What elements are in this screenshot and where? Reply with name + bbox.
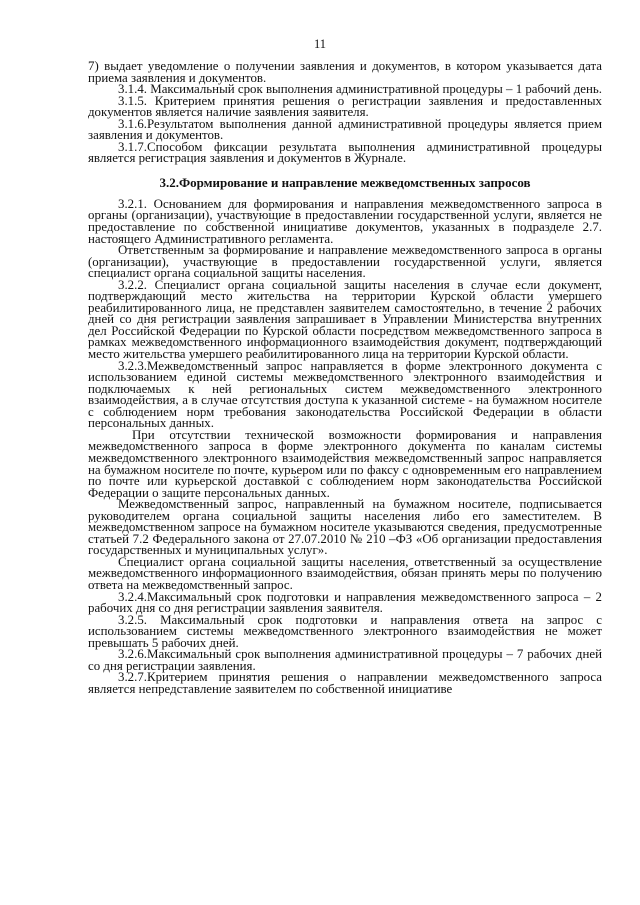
list-item-7: 7) выдает уведомление о получении заявления и документов, в котором указывается дата приема заявления и документов. [88, 59, 602, 85]
clause-3-1-5: 3.1.5. Критерием принятия решения о регистрации заявления и предоставленных документов является наличие заявления заявителя. [88, 93, 602, 120]
paragraph-paper-request: Межведомственный запрос, направленный на бумажном носителе, подписывается руководителем органа социальной защиты населения либо его заместителем. В межведомственном запросе на бумажном носителе указываются сведения, предусмотренные статьей 7.2 Федерального закона от 27.07.2010 № 210 –ФЗ «Об организации предоставления государственных и муниципальных услуг». [88, 497, 602, 558]
clause-3-2-6: 3.2.6.Максимальный срок выполнения административной процедуры – 7 рабочих дней со дня регистрации заявления. [88, 647, 602, 673]
clause-3-2-4: 3.2.4.Максимальный срок подготовки и направления межведомственного запроса – 2 рабочих дня со дня регистрации заявления заявителя. [88, 589, 602, 616]
clause-3-1-4: 3.1.4. Максимальный срок выполнения административной процедуры – 1 рабочий день. [118, 82, 602, 97]
paragraph-responsible: Ответственным за формирование и направление межведомственного запроса в органы (организации), участвующие в предоставлении государственной услуги, является специалист органа социальной защиты населения. [88, 243, 602, 281]
paragraph-no-technical: При отсутствии технической возможности формирования и направления межведомственного запроса в форме электронного документа по каналам системы межведомственного электронного взаимодействия межведомственный запрос направляется на бумажном носителе по почте, курьером или по факсу с одновременным его направлением по почте или курьерской доставкой с соблюдением норм законодательства Российской Федерации о защите персональных данных. [88, 427, 602, 500]
clause-3-2-5: 3.2.5. Максимальный срок подготовки и направления ответа на запрос с использованием системы межведомственного электронного взаимодействия не может превышать 5 рабочих дней. [88, 612, 602, 650]
paragraph-specialist: Специалист органа социальной защиты населения, ответственный за осуществление межведомственного информационного взаимодействия, обязан принять меры по получению ответа на межведомственный запрос. [88, 554, 602, 592]
clause-3-2-2: 3.2.2. Специалист органа социальной защиты населения в случае если документ, подтверждающий место жительства на территории Курской области умершего реабилитированного лица, не представлен заявителем самостоятельно, в течение 2 рабочих дней со дня регистрации заявления запрашивает в Управлении Министерства внутренних дел Российской Федерации по Курской области посредством межведомственного запроса в рамках межведомственного информационного взаимодействия документ, подтверждающий место жительства умершего реабилитированного лица на территории Курской области. [88, 277, 602, 362]
page-number: 11 [313, 37, 327, 51]
clause-3-1-7: 3.1.7.Способом фиксации результата выполнения административной процедуры является регистрация заявления и документов в Журнале. [88, 139, 602, 166]
clause-3-2-3: 3.2.3.Межведомственный запрос направляется в форме электронного документа с использованием единой системы межведомственного электронного взаимодействия и подключаемых к ней региональных систем межведомственного электронного взаимодействия, а в случае отсутствия доступа к указанной системе - на бумажном носителе с соблюдением норм требования законодательства Российской Федерации в области персональных данных. [88, 358, 602, 431]
document-body [88, 61, 602, 695]
clause-3-2-7: 3.2.7.Критерием принятия решения о направлении межведомственного запроса является непредставление заявителем по собственной инициативе [88, 670, 602, 696]
clause-3-1-6: 3.1.6.Результатом выполнения данной административной процедуры является прием заявления и документов. [88, 116, 602, 143]
section-heading-3-2: 3.2.Формирование и направление межведомственных запросов [159, 174, 531, 190]
clause-3-2-1: 3.2.1. Основанием для формирования и направления межведомственного запроса в органы (организации), участвующие в предоставлении государственной услуги, является не предоставление по собственной инициативе документов, указанных в подразделе 2.7. настоящего Административного регламента. [88, 196, 602, 246]
